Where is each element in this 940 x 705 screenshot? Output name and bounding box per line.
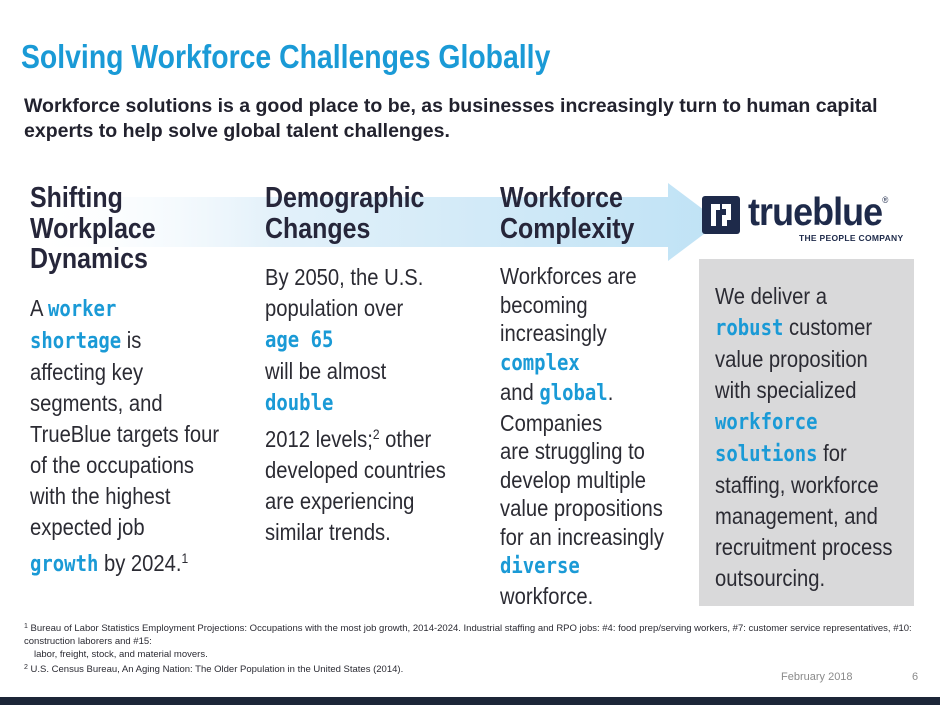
column-demographic-changes <box>265 183 475 548</box>
highlight-text: diverse <box>500 554 580 579</box>
column-body: Workforces are becoming increasingly complex and global. Companies are struggling to develop multiple value propositions for an increasingly diverse workforce. <box>500 263 665 609</box>
highlight-text: growth <box>30 551 99 577</box>
footnote-ref: 1 <box>181 549 189 566</box>
value-proposition-text: We deliver a robust customer value proposition with specialized workforce solutions for staffing, workforce management, and recruitment process outsourcing. <box>715 283 893 591</box>
footnote-ref: 2 <box>372 426 380 442</box>
column-heading: Workforce Complexity <box>500 182 635 245</box>
bottom-bar <box>0 697 940 705</box>
highlight-text: worker <box>47 296 117 322</box>
column-workplace-dynamics <box>30 183 250 580</box>
highlight-text: solutions <box>715 442 818 467</box>
trueblue-logo: trueblue® THE PEOPLE COMPANY <box>702 194 912 242</box>
value-proposition-box <box>699 259 914 606</box>
highlight-text: global <box>539 381 608 406</box>
page-number: 6 <box>912 671 919 683</box>
footnotes <box>24 620 924 676</box>
column-workforce-complexity <box>500 183 691 610</box>
page-subtitle: Workforce solutions is a good place to be, as businesses increasingly turn to human capital experts to help solve global talent challenges. <box>24 95 878 142</box>
highlight-text: shortage <box>30 328 122 354</box>
column-body: A worker shortage is affecting key segments, and TrueBlue targets four of the occupations with the highest expected job growth by 2024.$^1$ <box>30 294 220 577</box>
highlight-text: age 65 <box>265 328 334 353</box>
page-title: Solving Workforce Challenges Globally <box>21 38 551 75</box>
footnote-2: $^2$ U.S. Census Bureau, An Aging Nation: The Older Population in the United States (2014). <box>24 664 404 675</box>
footnote-1-continued: labor, freight, stock, and material movers. <box>34 649 208 660</box>
highlight-text: double <box>265 391 334 416</box>
column-body: By 2050, the U.S. population over age 65 will be almost double 2012 levels;$^2$ other developed countries are experiencing similar trends. <box>265 264 446 545</box>
logo-tagline: THE PEOPLE COMPANY <box>799 233 904 243</box>
highlight-text: complex <box>500 350 580 376</box>
footnote-1: $^1$ Bureau of Labor Statistics Employment Projections: Occupations with the most job growth, 2014-2024. Industrial staffing and RPO jobs: #4: food prep/serving workers, #7: customer service representatives, #10: construction laborers and #15: <box>24 623 912 647</box>
trueblue-mark-icon <box>702 196 740 234</box>
highlight-text: workforce <box>715 410 818 435</box>
column-heading: Shifting Workplace Dynamics <box>30 182 156 275</box>
footer-date: February 2018 <box>781 671 853 683</box>
column-heading: Demographic Changes <box>265 182 425 245</box>
highlight-text: robust <box>715 316 784 341</box>
